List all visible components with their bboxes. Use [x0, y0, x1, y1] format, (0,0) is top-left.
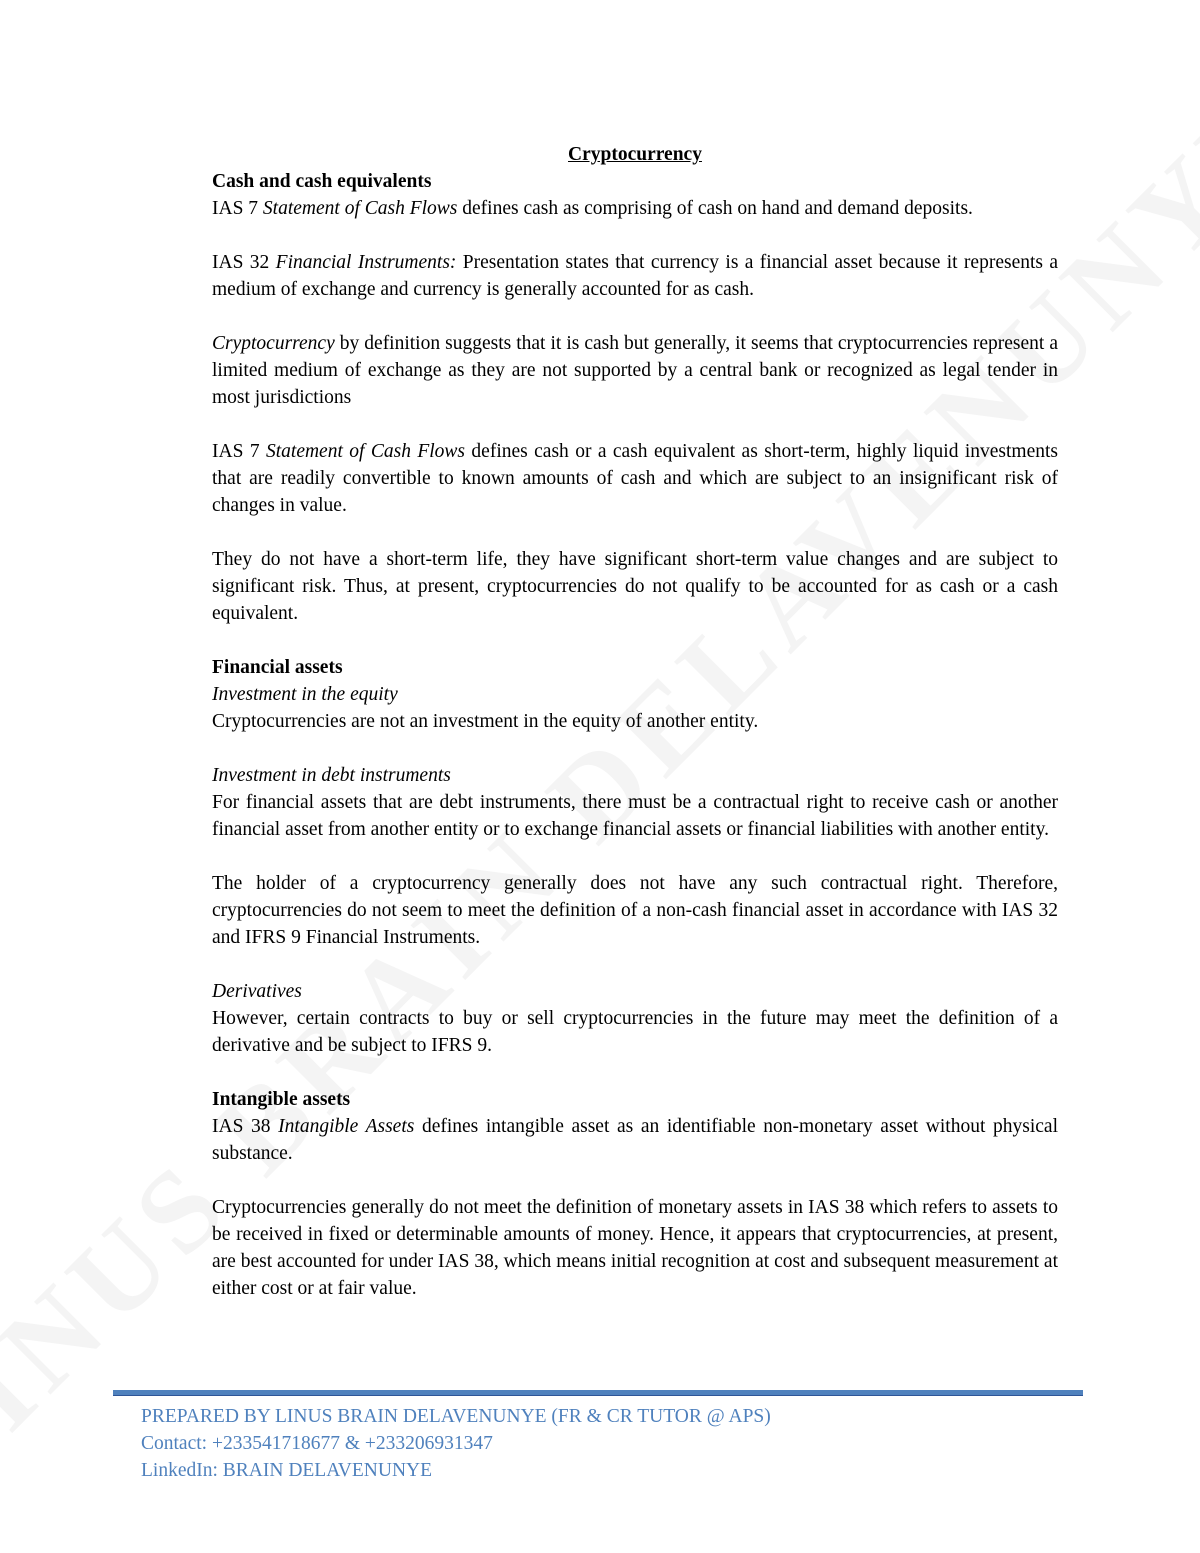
paragraph: For financial assets that are debt instruments, there must be a contractual right to receive cash or another financial asset from another entity or to exchange financial assets or financial liabilities with another entity. — [212, 792, 1058, 840]
section-heading: Financial assets — [212, 657, 343, 678]
page-title: Cryptocurrency — [568, 144, 702, 165]
section-cash-equivalents — [212, 168, 1058, 627]
paragraph: IAS 7 Statement of Cash Flows defines cash as comprising of cash on hand and demand deposits. — [212, 198, 973, 219]
paragraph: Cryptocurrencies generally do not meet the definition of monetary assets in IAS 38 which refers to assets to be received in fixed or determinable amounts of money. Hence, it appears that cryptocurrencies, at present, are best accounted for under IAS 38, which means initial recognition at cost and subsequent measurement at either cost or at fair value. — [212, 1197, 1058, 1299]
footer-contact: Contact: +233541718677 & +233206931347 — [141, 1433, 493, 1454]
paragraph: The holder of a cryptocurrency generally does not have any such contractual right. Therefore, cryptocurrencies do not seem to meet the definition of a non-cash financial asset in accordance with IAS 32 and IFRS 9 Financial Instruments. — [212, 873, 1058, 948]
sub-heading: Derivatives — [212, 981, 302, 1002]
section-heading: Cash and cash equivalents — [212, 171, 432, 192]
footer-linkedin: LinkedIn: BRAIN DELAVENUNYE — [141, 1460, 433, 1481]
paragraph: Cryptocurrencies are not an investment in the equity of another entity. — [212, 711, 759, 732]
document-body — [212, 141, 1058, 1302]
paragraph: IAS 7 Statement of Cash Flows defines cash or a cash equivalent as short-term, highly liquid investments that are readily convertible to known amounts of cash and which are subject to an insignificant risk of changes in value. — [212, 441, 1059, 516]
sub-heading: Investment in debt instruments — [212, 765, 451, 786]
section-financial-assets — [212, 654, 1058, 1059]
page-footer — [141, 1403, 771, 1484]
paragraph: IAS 38 Intangible Assets defines intangible asset as an identifiable non-monetary asset without physical substance. — [212, 1116, 1058, 1164]
paragraph: Cryptocurrency by definition suggests that it is cash but generally, it seems that cryptocurrencies represent a limited medium of exchange as they are not supported by a central bank or recognized as legal tender in most jurisdictions — [212, 333, 1058, 408]
section-heading: Intangible assets — [212, 1089, 351, 1110]
sub-heading: Investment in the equity — [212, 684, 398, 705]
paragraph: They do not have a short-term life, they have significant short-term value changes and are subject to significant risk. Thus, at present, cryptocurrencies do not qualify to be accounted for as cash or a cash equivalent. — [212, 549, 1058, 624]
section-intangible-assets — [212, 1086, 1058, 1302]
paragraph: However, certain contracts to buy or sell cryptocurrencies in the future may meet the definition of a derivative and be subject to IFRS 9. — [212, 1008, 1058, 1056]
paragraph: IAS 32 Financial Instruments: Presentation states that currency is a financial asset because it represents a medium of exchange and currency is generally accounted for as cash. — [212, 252, 1058, 300]
footer-divider — [113, 1390, 1083, 1396]
footer-prepared-by: PREPARED BY LINUS BRAIN DELAVENUNYE (FR & CR TUTOR @ APS) — [141, 1406, 771, 1427]
